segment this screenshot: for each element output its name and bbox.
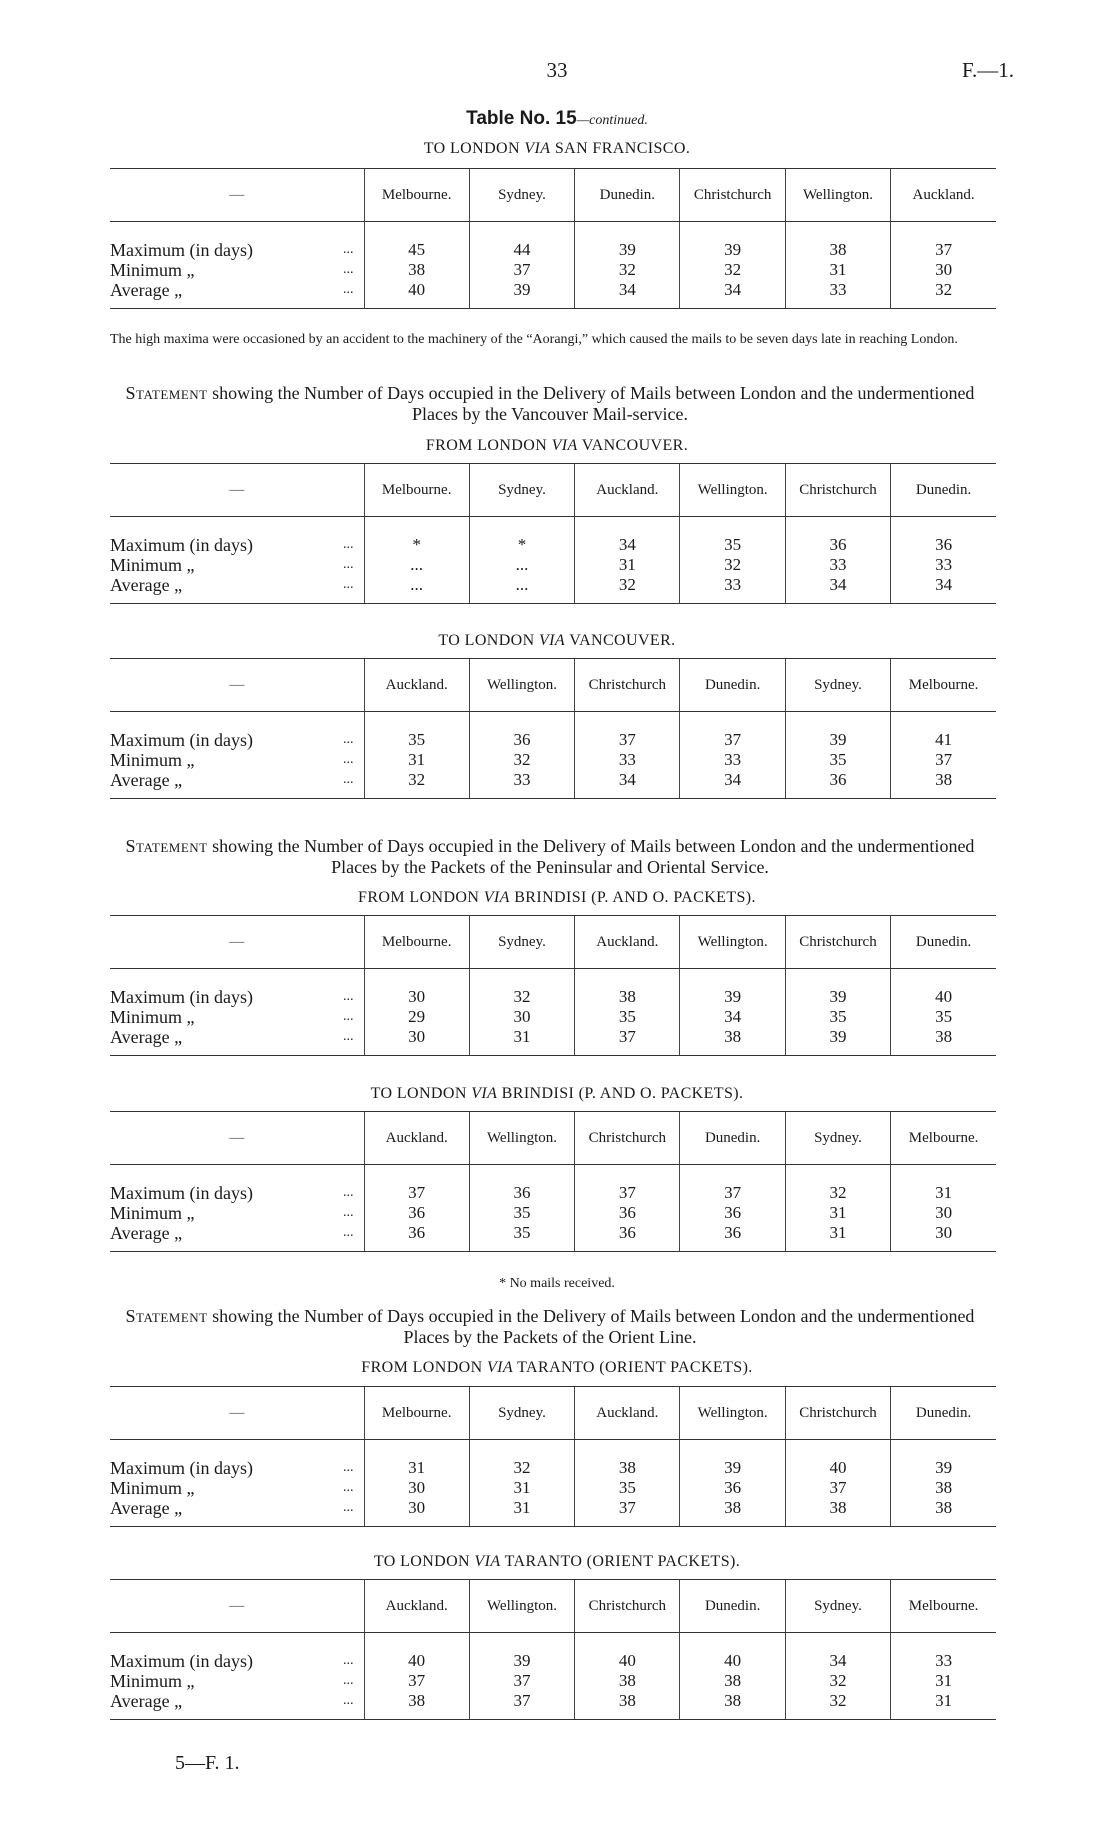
table-row xyxy=(110,1691,996,1711)
data-table xyxy=(110,915,996,1056)
section-title-to-brindisi: TO LONDON VIA BRINDISI (P. AND O. PACKETS). xyxy=(370,1085,744,1102)
column-header: Dunedin. xyxy=(891,464,996,517)
table-cell: 31 xyxy=(785,1203,890,1223)
row-label xyxy=(110,575,364,595)
header-row xyxy=(110,659,996,712)
leader-dots: ... xyxy=(343,1480,354,1495)
column-header: Sydney. xyxy=(469,1387,574,1440)
column-header: Melbourne. xyxy=(891,1580,996,1633)
row-label-text: Average „ xyxy=(110,575,183,595)
header-dash: — xyxy=(110,659,364,712)
table-row xyxy=(110,555,996,575)
table-cell: 35 xyxy=(575,1007,680,1027)
column-header: Wellington. xyxy=(680,916,785,969)
column-header: Melbourne. xyxy=(364,1387,469,1440)
table-cell: 36 xyxy=(575,1223,680,1243)
header-row xyxy=(110,1112,996,1165)
row-label-text: Average „ xyxy=(110,1223,183,1243)
table-cell: 33 xyxy=(785,555,890,575)
row-label-text: Minimum „ xyxy=(110,1671,195,1691)
row-label xyxy=(110,1183,364,1203)
table-cell: 37 xyxy=(364,1183,469,1203)
row-label xyxy=(110,1671,364,1691)
table-cell: 38 xyxy=(891,1498,996,1518)
table-cell: 30 xyxy=(469,1007,574,1027)
table-cell: 38 xyxy=(785,1498,890,1518)
table-cell: 36 xyxy=(364,1223,469,1243)
column-header: Sydney. xyxy=(469,464,574,517)
row-label xyxy=(110,750,364,770)
table-cell: 31 xyxy=(364,750,469,770)
row-label-text: Minimum „ xyxy=(110,260,195,280)
row-label xyxy=(110,1651,364,1671)
table-cell: 33 xyxy=(575,750,680,770)
statement-text: showing the Number of Days occupied in the Delivery of Mails between London and the undermentioned Places by the Packets of the Peninsular and Oriental Service. xyxy=(207,836,975,877)
table-cell: 31 xyxy=(469,1498,574,1518)
table-row xyxy=(110,240,996,260)
leader-dots: ... xyxy=(343,989,354,1004)
table-cell: 39 xyxy=(680,987,785,1007)
row-label xyxy=(110,240,364,260)
table-cell: 34 xyxy=(785,575,890,595)
table-row xyxy=(110,535,996,555)
data-table xyxy=(110,463,996,604)
table-cell: 38 xyxy=(680,1691,785,1711)
table-row xyxy=(110,260,996,280)
table-cell: 39 xyxy=(891,1458,996,1478)
table-cell: 32 xyxy=(469,750,574,770)
row-label xyxy=(110,1498,364,1518)
table-cell: ... xyxy=(469,555,574,575)
row-label xyxy=(110,1223,364,1243)
table-cell: 39 xyxy=(785,1027,890,1047)
aorangi-note: The high maxima were occasioned by an accident to the machinery of the “Aorangi,” which caused the mails to be seven days late in reaching London. xyxy=(110,332,958,347)
row-label-text: Average „ xyxy=(110,770,183,790)
column-header: Dunedin. xyxy=(680,1580,785,1633)
leader-dots: ... xyxy=(343,1029,354,1044)
column-header: Melbourne. xyxy=(364,464,469,517)
table-cell: 38 xyxy=(891,1478,996,1498)
row-label-text: Minimum „ xyxy=(110,1203,195,1223)
leader-dots: ... xyxy=(343,1185,354,1200)
table-cell: 35 xyxy=(891,1007,996,1027)
table-cell: 37 xyxy=(575,730,680,750)
table-cell: 39 xyxy=(785,730,890,750)
table-cell: 31 xyxy=(891,1691,996,1711)
table-cell: 39 xyxy=(469,1651,574,1671)
table-cell: 34 xyxy=(575,535,680,555)
table-row xyxy=(110,1458,996,1478)
table-row xyxy=(110,575,996,595)
statement-vancouver xyxy=(110,383,990,425)
table-cell: 30 xyxy=(364,1478,469,1498)
table-cell: 38 xyxy=(575,987,680,1007)
leader-dots: ... xyxy=(343,752,354,767)
table-cell: 30 xyxy=(891,1223,996,1243)
column-header: Christchurch xyxy=(575,659,680,712)
table-row xyxy=(110,770,996,790)
row-label xyxy=(110,1007,364,1027)
table-row xyxy=(110,1498,996,1518)
column-header: Wellington. xyxy=(680,1387,785,1440)
column-header: Dunedin. xyxy=(575,169,680,222)
table-cell: 37 xyxy=(785,1478,890,1498)
table-title: Table No. 15 xyxy=(466,108,577,129)
table-row xyxy=(110,1671,996,1691)
column-header: Christchurch xyxy=(575,1112,680,1165)
leader-dots: ... xyxy=(343,1693,354,1708)
table-cell: 36 xyxy=(785,770,890,790)
row-label-text: Average „ xyxy=(110,1027,183,1047)
table-cell: 33 xyxy=(680,750,785,770)
leader-dots: ... xyxy=(343,1500,354,1515)
table-cell: 38 xyxy=(680,1498,785,1518)
table-cell: 35 xyxy=(785,750,890,770)
section-title-from-vancouver: FROM LONDON VIA VANCOUVER. xyxy=(425,437,689,454)
row-label xyxy=(110,770,364,790)
table-cell: 33 xyxy=(891,555,996,575)
column-header: Auckland. xyxy=(364,1580,469,1633)
table-cell: 34 xyxy=(680,1007,785,1027)
table-cell: 32 xyxy=(785,1671,890,1691)
column-header: Sydney. xyxy=(469,916,574,969)
table-cell: 39 xyxy=(680,240,785,260)
header-row xyxy=(110,464,996,517)
table-cell: 40 xyxy=(785,1458,890,1478)
table-row xyxy=(110,1027,996,1047)
table-cell: 40 xyxy=(891,987,996,1007)
table-cell: 32 xyxy=(469,1458,574,1478)
table-row xyxy=(110,1007,996,1027)
table-cell: 37 xyxy=(891,750,996,770)
row-label-text: Maximum (in days) xyxy=(110,535,253,555)
table-cell: 37 xyxy=(575,1027,680,1047)
table-cell: 30 xyxy=(891,1203,996,1223)
leader-dots: ... xyxy=(343,1673,354,1688)
table-cell: 31 xyxy=(785,260,890,280)
row-label-text: Maximum (in days) xyxy=(110,1651,253,1671)
column-header: Melbourne. xyxy=(891,659,996,712)
table-cell: 32 xyxy=(364,770,469,790)
row-label-text: Maximum (in days) xyxy=(110,987,253,1007)
table-cell: 37 xyxy=(891,240,996,260)
section-title-to-vancouver: TO LONDON VIA VANCOUVER. xyxy=(438,632,676,649)
table-cell: 38 xyxy=(364,260,469,280)
row-label xyxy=(110,280,364,300)
table-cell: 37 xyxy=(680,730,785,750)
header-row xyxy=(110,916,996,969)
column-header: Auckland. xyxy=(575,916,680,969)
table-cell: 38 xyxy=(575,1691,680,1711)
table-cell: 37 xyxy=(364,1671,469,1691)
table-cell: 31 xyxy=(891,1183,996,1203)
table-cell: 37 xyxy=(469,260,574,280)
table-heading xyxy=(0,108,1114,130)
table-cell: 44 xyxy=(469,240,574,260)
leader-dots: ... xyxy=(343,772,354,787)
table-cell: 35 xyxy=(364,730,469,750)
leader-dots: ... xyxy=(343,282,354,297)
column-header: Auckland. xyxy=(575,464,680,517)
table-cell: 39 xyxy=(575,240,680,260)
leader-dots: ... xyxy=(343,1653,354,1668)
data-table xyxy=(110,1386,996,1527)
statement-text: showing the Number of Days occupied in the Delivery of Mails between London and the undermentioned Places by the Vancouver Mail-service. xyxy=(207,383,975,424)
table-row xyxy=(110,750,996,770)
table-cell: 36 xyxy=(364,1203,469,1223)
section-title-to-taranto: TO LONDON VIA TARANTO (ORIENT PACKETS). xyxy=(373,1553,741,1570)
table-cell: 34 xyxy=(785,1651,890,1671)
table-cell: 38 xyxy=(364,1691,469,1711)
table-cell: 33 xyxy=(680,575,785,595)
statement-lead: Statement xyxy=(125,836,208,856)
row-label-text: Minimum „ xyxy=(110,750,195,770)
column-header: Dunedin. xyxy=(891,916,996,969)
table-cell: 36 xyxy=(680,1478,785,1498)
header-row xyxy=(110,1580,996,1633)
table-cell: 40 xyxy=(680,1651,785,1671)
table-cell: 38 xyxy=(891,770,996,790)
column-header: Dunedin. xyxy=(680,1112,785,1165)
leader-dots: ... xyxy=(343,1225,354,1240)
statement-brindisi xyxy=(110,836,990,878)
table-cell: 37 xyxy=(575,1498,680,1518)
table-cell: 30 xyxy=(364,1027,469,1047)
leader-dots: ... xyxy=(343,242,354,257)
table-cell: 34 xyxy=(891,575,996,595)
column-header: Christchurch xyxy=(785,1387,890,1440)
statement-lead: Statement xyxy=(125,1306,208,1326)
table-cell: 37 xyxy=(575,1183,680,1203)
section-title-sf: TO LONDON VIA SAN FRANCISCO. xyxy=(423,140,691,157)
column-header: Sydney. xyxy=(785,1580,890,1633)
table-cell: 34 xyxy=(575,280,680,300)
column-header: Auckland. xyxy=(891,169,996,222)
row-label xyxy=(110,1203,364,1223)
table-row xyxy=(110,280,996,300)
column-header: Sydney. xyxy=(785,659,890,712)
table-row xyxy=(110,1223,996,1243)
column-header: Wellington. xyxy=(680,464,785,517)
table-cell: ... xyxy=(364,575,469,595)
leader-dots: ... xyxy=(343,1460,354,1475)
row-label xyxy=(110,987,364,1007)
table-cell: 38 xyxy=(680,1671,785,1691)
table-cell: * xyxy=(469,535,574,555)
table-cell: 38 xyxy=(575,1458,680,1478)
leader-dots: ... xyxy=(343,1009,354,1024)
table-cell: 37 xyxy=(680,1183,785,1203)
table-cell: 35 xyxy=(680,535,785,555)
column-header: Christchurch xyxy=(785,464,890,517)
leader-dots: ... xyxy=(343,537,354,552)
table-cell: 36 xyxy=(469,1183,574,1203)
header-dash: — xyxy=(110,169,364,222)
table-cell: 39 xyxy=(469,280,574,300)
row-label-text: Minimum „ xyxy=(110,555,195,575)
table-row xyxy=(110,1651,996,1671)
table-row xyxy=(110,987,996,1007)
document-reference: F.—1. xyxy=(962,58,1014,82)
table-cell: 29 xyxy=(364,1007,469,1027)
leader-dots: ... xyxy=(343,557,354,572)
table-cell: 40 xyxy=(364,280,469,300)
table-continued: —continued. xyxy=(576,113,648,128)
table-cell: 33 xyxy=(469,770,574,790)
row-label xyxy=(110,1458,364,1478)
header-dash: — xyxy=(110,464,364,517)
table-cell: 33 xyxy=(891,1651,996,1671)
row-label xyxy=(110,555,364,575)
table-cell: 32 xyxy=(785,1183,890,1203)
row-label xyxy=(110,1027,364,1047)
column-header: Melbourne. xyxy=(364,169,469,222)
table-cell: 32 xyxy=(680,555,785,575)
table-cell: 31 xyxy=(575,555,680,575)
table-cell: 35 xyxy=(469,1203,574,1223)
statement-lead: Statement xyxy=(125,383,208,403)
table-cell: 30 xyxy=(891,260,996,280)
table-cell: 45 xyxy=(364,240,469,260)
table-cell: 32 xyxy=(680,260,785,280)
row-label-text: Average „ xyxy=(110,280,183,300)
statement-orient xyxy=(110,1306,990,1348)
table-row xyxy=(110,1183,996,1203)
column-header: Wellington. xyxy=(785,169,890,222)
table-cell: 31 xyxy=(364,1458,469,1478)
column-header: Auckland. xyxy=(364,1112,469,1165)
table-cell: 39 xyxy=(785,987,890,1007)
column-header: Melbourne. xyxy=(891,1112,996,1165)
table-cell: 32 xyxy=(575,260,680,280)
table-cell: 41 xyxy=(891,730,996,750)
table-cell: 31 xyxy=(891,1671,996,1691)
table-cell: 30 xyxy=(364,1498,469,1518)
table-cell: 34 xyxy=(680,770,785,790)
leader-dots: ... xyxy=(343,732,354,747)
table-cell: 36 xyxy=(680,1223,785,1243)
row-label-text: Maximum (in days) xyxy=(110,1458,253,1478)
table-cell: 31 xyxy=(785,1223,890,1243)
row-label-text: Average „ xyxy=(110,1691,183,1711)
header-dash: — xyxy=(110,916,364,969)
statement-text: showing the Number of Days occupied in the Delivery of Mails between London and the undermentioned Places by the Packets of the Orient Line. xyxy=(207,1306,975,1347)
header-dash: — xyxy=(110,1387,364,1440)
table-cell: 36 xyxy=(575,1203,680,1223)
table-cell: 36 xyxy=(891,535,996,555)
table-cell: 32 xyxy=(575,575,680,595)
row-label xyxy=(110,1691,364,1711)
table-cell: 31 xyxy=(469,1027,574,1047)
column-header: Christchurch xyxy=(785,916,890,969)
no-mails-note: * No mails received. xyxy=(499,1276,615,1291)
data-table xyxy=(110,168,996,309)
column-header: Dunedin. xyxy=(680,659,785,712)
table-cell: 37 xyxy=(469,1671,574,1691)
table-cell: 32 xyxy=(891,280,996,300)
footer-reference: 5—F. 1. xyxy=(175,1752,240,1774)
table-cell: ... xyxy=(364,555,469,575)
table-cell: 30 xyxy=(364,987,469,1007)
table-cell: 35 xyxy=(469,1223,574,1243)
leader-dots: ... xyxy=(343,262,354,277)
row-label-text: Maximum (in days) xyxy=(110,240,253,260)
table-cell: 33 xyxy=(785,280,890,300)
table-cell: 36 xyxy=(680,1203,785,1223)
table-cell: 40 xyxy=(364,1651,469,1671)
column-header: Dunedin. xyxy=(891,1387,996,1440)
table-row xyxy=(110,1203,996,1223)
row-label xyxy=(110,535,364,555)
table-cell: 34 xyxy=(680,280,785,300)
row-label xyxy=(110,730,364,750)
column-header: Sydney. xyxy=(469,169,574,222)
leader-dots: ... xyxy=(343,1205,354,1220)
table-cell: 32 xyxy=(469,987,574,1007)
header-row xyxy=(110,1387,996,1440)
column-header: Christchurch xyxy=(575,1580,680,1633)
table-cell: 31 xyxy=(469,1478,574,1498)
header-dash: — xyxy=(110,1580,364,1633)
table-cell: 32 xyxy=(785,1691,890,1711)
data-table xyxy=(110,658,996,799)
data-table xyxy=(110,1579,996,1720)
table-cell: 36 xyxy=(785,535,890,555)
row-label-text: Minimum „ xyxy=(110,1007,195,1027)
table-cell: 34 xyxy=(575,770,680,790)
table-cell: 39 xyxy=(680,1458,785,1478)
table-cell: 38 xyxy=(785,240,890,260)
column-header: Christchurch xyxy=(680,169,785,222)
table-cell: 35 xyxy=(575,1478,680,1498)
header-dash: — xyxy=(110,1112,364,1165)
table-cell: 35 xyxy=(785,1007,890,1027)
table-cell: 38 xyxy=(680,1027,785,1047)
column-header: Wellington. xyxy=(469,659,574,712)
row-label-text: Average „ xyxy=(110,1498,183,1518)
row-label xyxy=(110,260,364,280)
table-cell: * xyxy=(364,535,469,555)
column-header: Wellington. xyxy=(469,1580,574,1633)
column-header: Auckland. xyxy=(364,659,469,712)
table-cell: 36 xyxy=(469,730,574,750)
section-title-from-brindisi: FROM LONDON VIA BRINDISI (P. AND O. PACKETS). xyxy=(358,889,756,906)
table-row xyxy=(110,730,996,750)
table-cell: 37 xyxy=(469,1691,574,1711)
row-label xyxy=(110,1478,364,1498)
table-row xyxy=(110,1478,996,1498)
section-title-from-taranto: FROM LONDON VIA TARANTO (ORIENT PACKETS). xyxy=(361,1359,753,1376)
row-label-text: Maximum (in days) xyxy=(110,1183,253,1203)
header-row xyxy=(110,169,996,222)
table-cell: 38 xyxy=(575,1671,680,1691)
column-header: Wellington. xyxy=(469,1112,574,1165)
table-cell: ... xyxy=(469,575,574,595)
column-header: Sydney. xyxy=(785,1112,890,1165)
page-number: 33 xyxy=(546,58,568,82)
column-header: Melbourne. xyxy=(364,916,469,969)
row-label-text: Minimum „ xyxy=(110,1478,195,1498)
data-table xyxy=(110,1111,996,1252)
table-cell: 40 xyxy=(575,1651,680,1671)
table-cell: 38 xyxy=(891,1027,996,1047)
row-label-text: Maximum (in days) xyxy=(110,730,253,750)
column-header: Auckland. xyxy=(575,1387,680,1440)
leader-dots: ... xyxy=(343,577,354,592)
